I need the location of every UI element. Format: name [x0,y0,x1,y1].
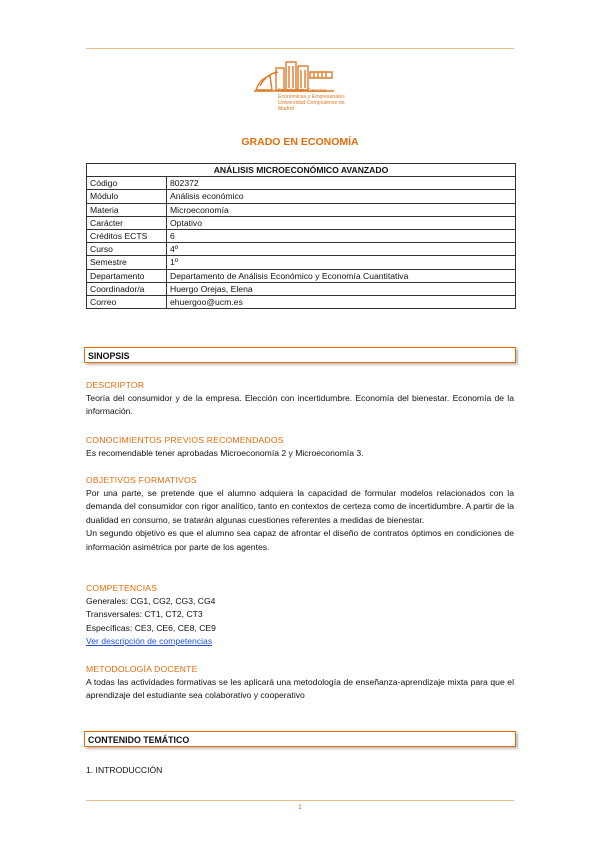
row-key: Carácter [87,216,167,229]
table-heading: ANÁLISIS MICROECONÓMICO AVANZADO [87,164,516,177]
logo-line-1: Facultad de Ciencias [278,88,327,94]
row-value: 4º [167,243,516,256]
table-row [87,295,516,308]
objetivos-text [86,487,514,554]
previos-heading: CONOCIMIENTOS PREVIOS RECOMENDADOS [86,435,284,445]
table-row [87,256,516,269]
page-number: 1 [298,804,302,811]
competencias-link[interactable]: Ver descripción de competencias [86,636,213,647]
metodologia-heading: METODOLOGÍA DOCENTE [86,664,198,674]
table-row [87,203,516,216]
table-row [87,229,516,242]
footer-divider [86,800,514,801]
row-value: Microeconomía [167,203,516,216]
row-key: Módulo [87,190,167,203]
row-key: Código [87,177,167,190]
header-divider [86,48,514,49]
previos-text: Es recomendable tener aprobadas Microeconomía 2 y Microeconomía 3. [86,448,364,458]
competencias-list [86,595,514,649]
descriptor-text: Teoría del consumidor y de la empresa. Elección con incertidumbre. Economía del bienestar. Economía de la información. [86,393,514,417]
contenido-heading: CONTENIDO TEMÁTICO [84,731,516,747]
competencias-generales: Generales: CG1, CG2, CG3, CG4 [86,596,216,606]
row-key: Curso [87,243,167,256]
table-row [87,282,516,295]
contenido-item-1: 1. INTRODUCCIÓN [86,765,163,775]
table-row [87,243,516,256]
course-info-table [86,163,516,309]
row-value: ehuergoo@ucm.es [167,295,516,308]
competencias-especificas: Específicas: CE3, CE6, CE8, CE9 [86,622,216,633]
logo-line-3: Universidad Complutense de Madrid [278,100,345,112]
row-key: Créditos ECTS [87,229,167,242]
row-value: Optativo [167,216,516,229]
table-row [87,216,516,229]
row-key: Materia [87,203,167,216]
table-heading-row [87,164,516,177]
row-key: Correo [87,295,167,308]
row-value: 6 [167,229,516,242]
table-row [87,177,516,190]
objetivos-paragraph-1: Por una parte, se pretende que el alumno adquiera la capacidad de formular modelos relacionados con la demanda del consumidor con rigor analítico, tanto en contextos de certeza como de incertidumbre. A partir de la dualidad en consumo, se tratarán algunas cuestiones referentes a medidas de bienestar. [86,488,514,525]
row-key: Semestre [87,256,167,269]
table-row [87,269,516,282]
row-key: Departamento [87,269,167,282]
row-key: Coordinador/a [87,282,167,295]
logo-caption [278,88,348,112]
table-row [87,190,516,203]
metodologia-text: A todas las actividades formativas se les aplicará una metodología de enseñanza-aprendizaje mixta para que el aprendizaje del estudiante sea colaborativo y cooperativo [86,677,514,701]
row-value: Huergo Orejas, Elena [167,282,516,295]
row-value: Departamento de Análisis Económico y Economía Cuantitativa [167,269,516,282]
descriptor-heading: DESCRIPTOR [86,380,145,390]
logo-line-2: Económicas y Empresariales [278,94,345,100]
row-value: 1º [167,256,516,269]
sinopsis-heading: SINOPSIS [84,347,516,363]
objetivos-paragraph-2: Un segundo objetivo es que el alumno sea capaz de afrontar el diseño de contratos óptimos en condiciones de información asimétrica por parte de los agentes. [86,528,514,552]
page-title: GRADO EN ECONOMÍA [241,136,359,148]
objetivos-heading: OBJETIVOS FORMATIVOS [86,475,197,485]
competencias-heading: COMPETENCIAS [86,583,158,593]
row-value: Análisis económico [167,190,516,203]
row-value: 802372 [167,177,516,190]
competencias-transversales: Transversales: CT1, CT2, CT3 [86,609,203,620]
